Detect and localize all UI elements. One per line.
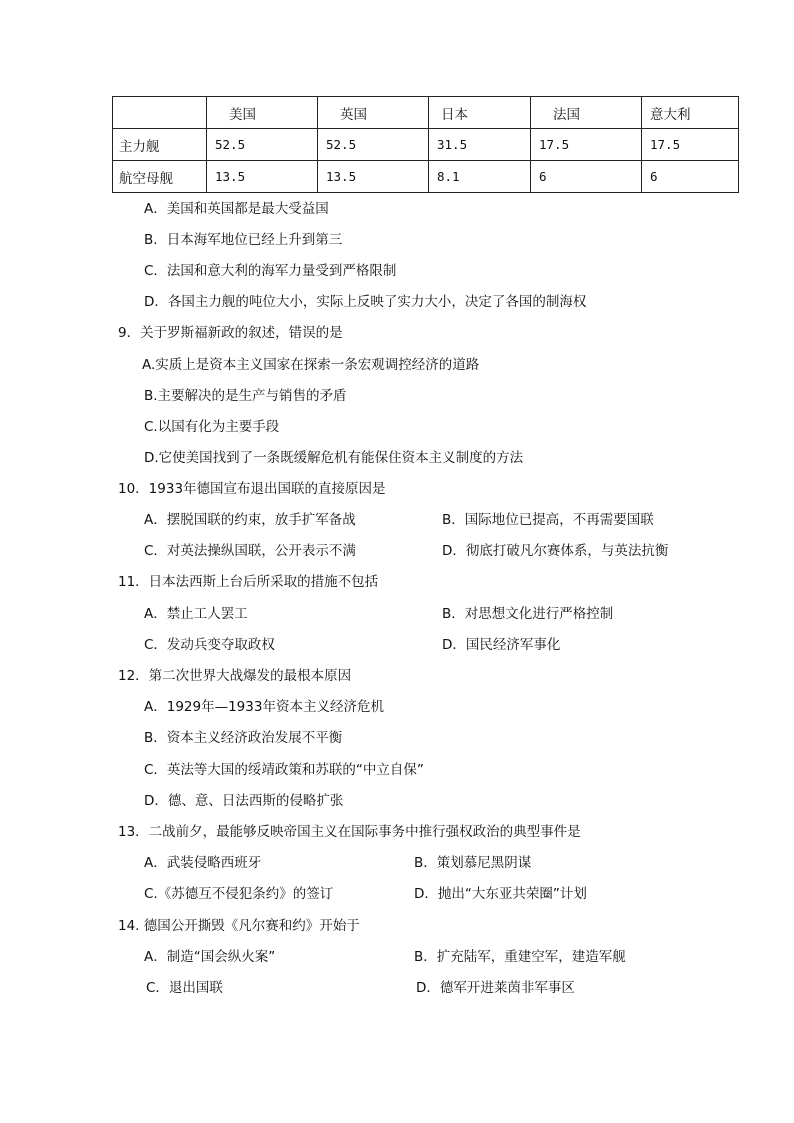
q9-option-d: D.它使美国找到了一条既缓解危机有能保住资本主义制度的方法 [144,450,524,466]
table-header-cell [113,97,207,129]
q12-option-c: C．英法等大国的绥靖政策和苏联的“中立自保” [144,762,424,778]
table-cell: 52.5 [207,129,318,161]
q8-option-a: A．美国和英国都是最大受益国 [144,201,329,217]
table-cell: 52.5 [318,129,429,161]
q10-option-d: D．彻底打破凡尔赛体系，与英法抗衡 [442,543,669,559]
q9-option-c: C.以国有化为主要手段 [144,419,280,435]
table-header-cell: 日本 [429,97,531,129]
table-cell: 13.5 [318,161,429,193]
q9-option-a: A.实质上是资本主义国家在探索一条宏观调控经济的道路 [142,357,480,373]
q10-stem: 10．1933年德国宣布退出国联的直接原因是 [118,481,386,497]
table-cell: 13.5 [207,161,318,193]
table-cell: 6 [531,161,642,193]
q11-option-c: C．发动兵变夺取政权 [144,637,275,653]
table-row-label: 航空母舰 [113,161,207,193]
table-header-row [113,97,739,129]
naval-tonnage-table [112,96,739,193]
q11-option-a: A．禁止工人罢工 [144,606,248,622]
q11-option-b: B．对思想文化进行严格控制 [442,606,614,622]
table-header-cell: 英国 [318,97,429,129]
q13-option-d: D．抛出“大东亚共荣圈”计划 [414,886,587,902]
q11-stem: 11．日本法西斯上台后所采取的措施不包括 [118,574,379,590]
table-header-cell: 意大利 [642,97,739,129]
q13-stem: 13．二战前夕，最能够反映帝国主义在国际事务中推行强权政治的典型事件是 [118,824,581,840]
q10-option-a: A．摆脱国联的约束，放手扩军备战 [144,512,356,528]
q12-option-d: D．德、意、日法西斯的侵略扩张 [144,793,344,809]
q12-option-a: A．1929年—1933年资本主义经济危机 [144,699,384,715]
table-cell: 17.5 [531,129,642,161]
q12-option-b: B．资本主义经济政治发展不平衡 [144,730,343,746]
q14-option-c: C．退出国联 [146,980,223,996]
q8-option-b: B．日本海军地位已经上升到第三 [144,232,343,248]
q13-option-a: A．武装侵略西班牙 [144,855,262,871]
q13-option-c: C.《苏德互不侵犯条约》的签订 [144,886,334,902]
table-header-cell: 美国 [207,97,318,129]
table-row-label: 主力舰 [113,129,207,161]
q9-option-b: B.主要解决的是生产与销售的矛盾 [144,388,347,404]
q10-option-c: C．对英法操纵国联，公开表示不满 [144,543,356,559]
q13-option-b: B．策划慕尼黑阴谋 [414,855,532,871]
q10-option-b: B．国际地位已提高，不再需要国联 [442,512,654,528]
q14-option-b: B．扩充陆军，重建空军，建造军舰 [414,949,626,965]
q14-option-d: D．德军开进莱茵非军事区 [416,980,575,996]
q11-option-d: D．国民经济军事化 [442,637,561,653]
table-row [113,129,739,161]
table-cell: 6 [642,161,739,193]
q8-option-d: D．各国主力舰的吨位大小，实际上反映了实力大小，决定了各国的制海权 [144,294,587,310]
q14-stem: 14. 德国公开撕毁《凡尔赛和约》开始于 [118,918,360,934]
q12-stem: 12．第二次世界大战爆发的最根本原因 [118,668,352,684]
q9-stem: 9．关于罗斯福新政的叙述，错误的是 [118,325,343,341]
table-cell: 31.5 [429,129,531,161]
table-header-cell: 法国 [531,97,642,129]
table-cell: 17.5 [642,129,739,161]
table-cell: 8.1 [429,161,531,193]
q8-option-c: C．法国和意大利的海军力量受到严格限制 [144,263,397,279]
table-row [113,161,739,193]
q14-option-a: A．制造“国会纵火案” [144,949,276,965]
